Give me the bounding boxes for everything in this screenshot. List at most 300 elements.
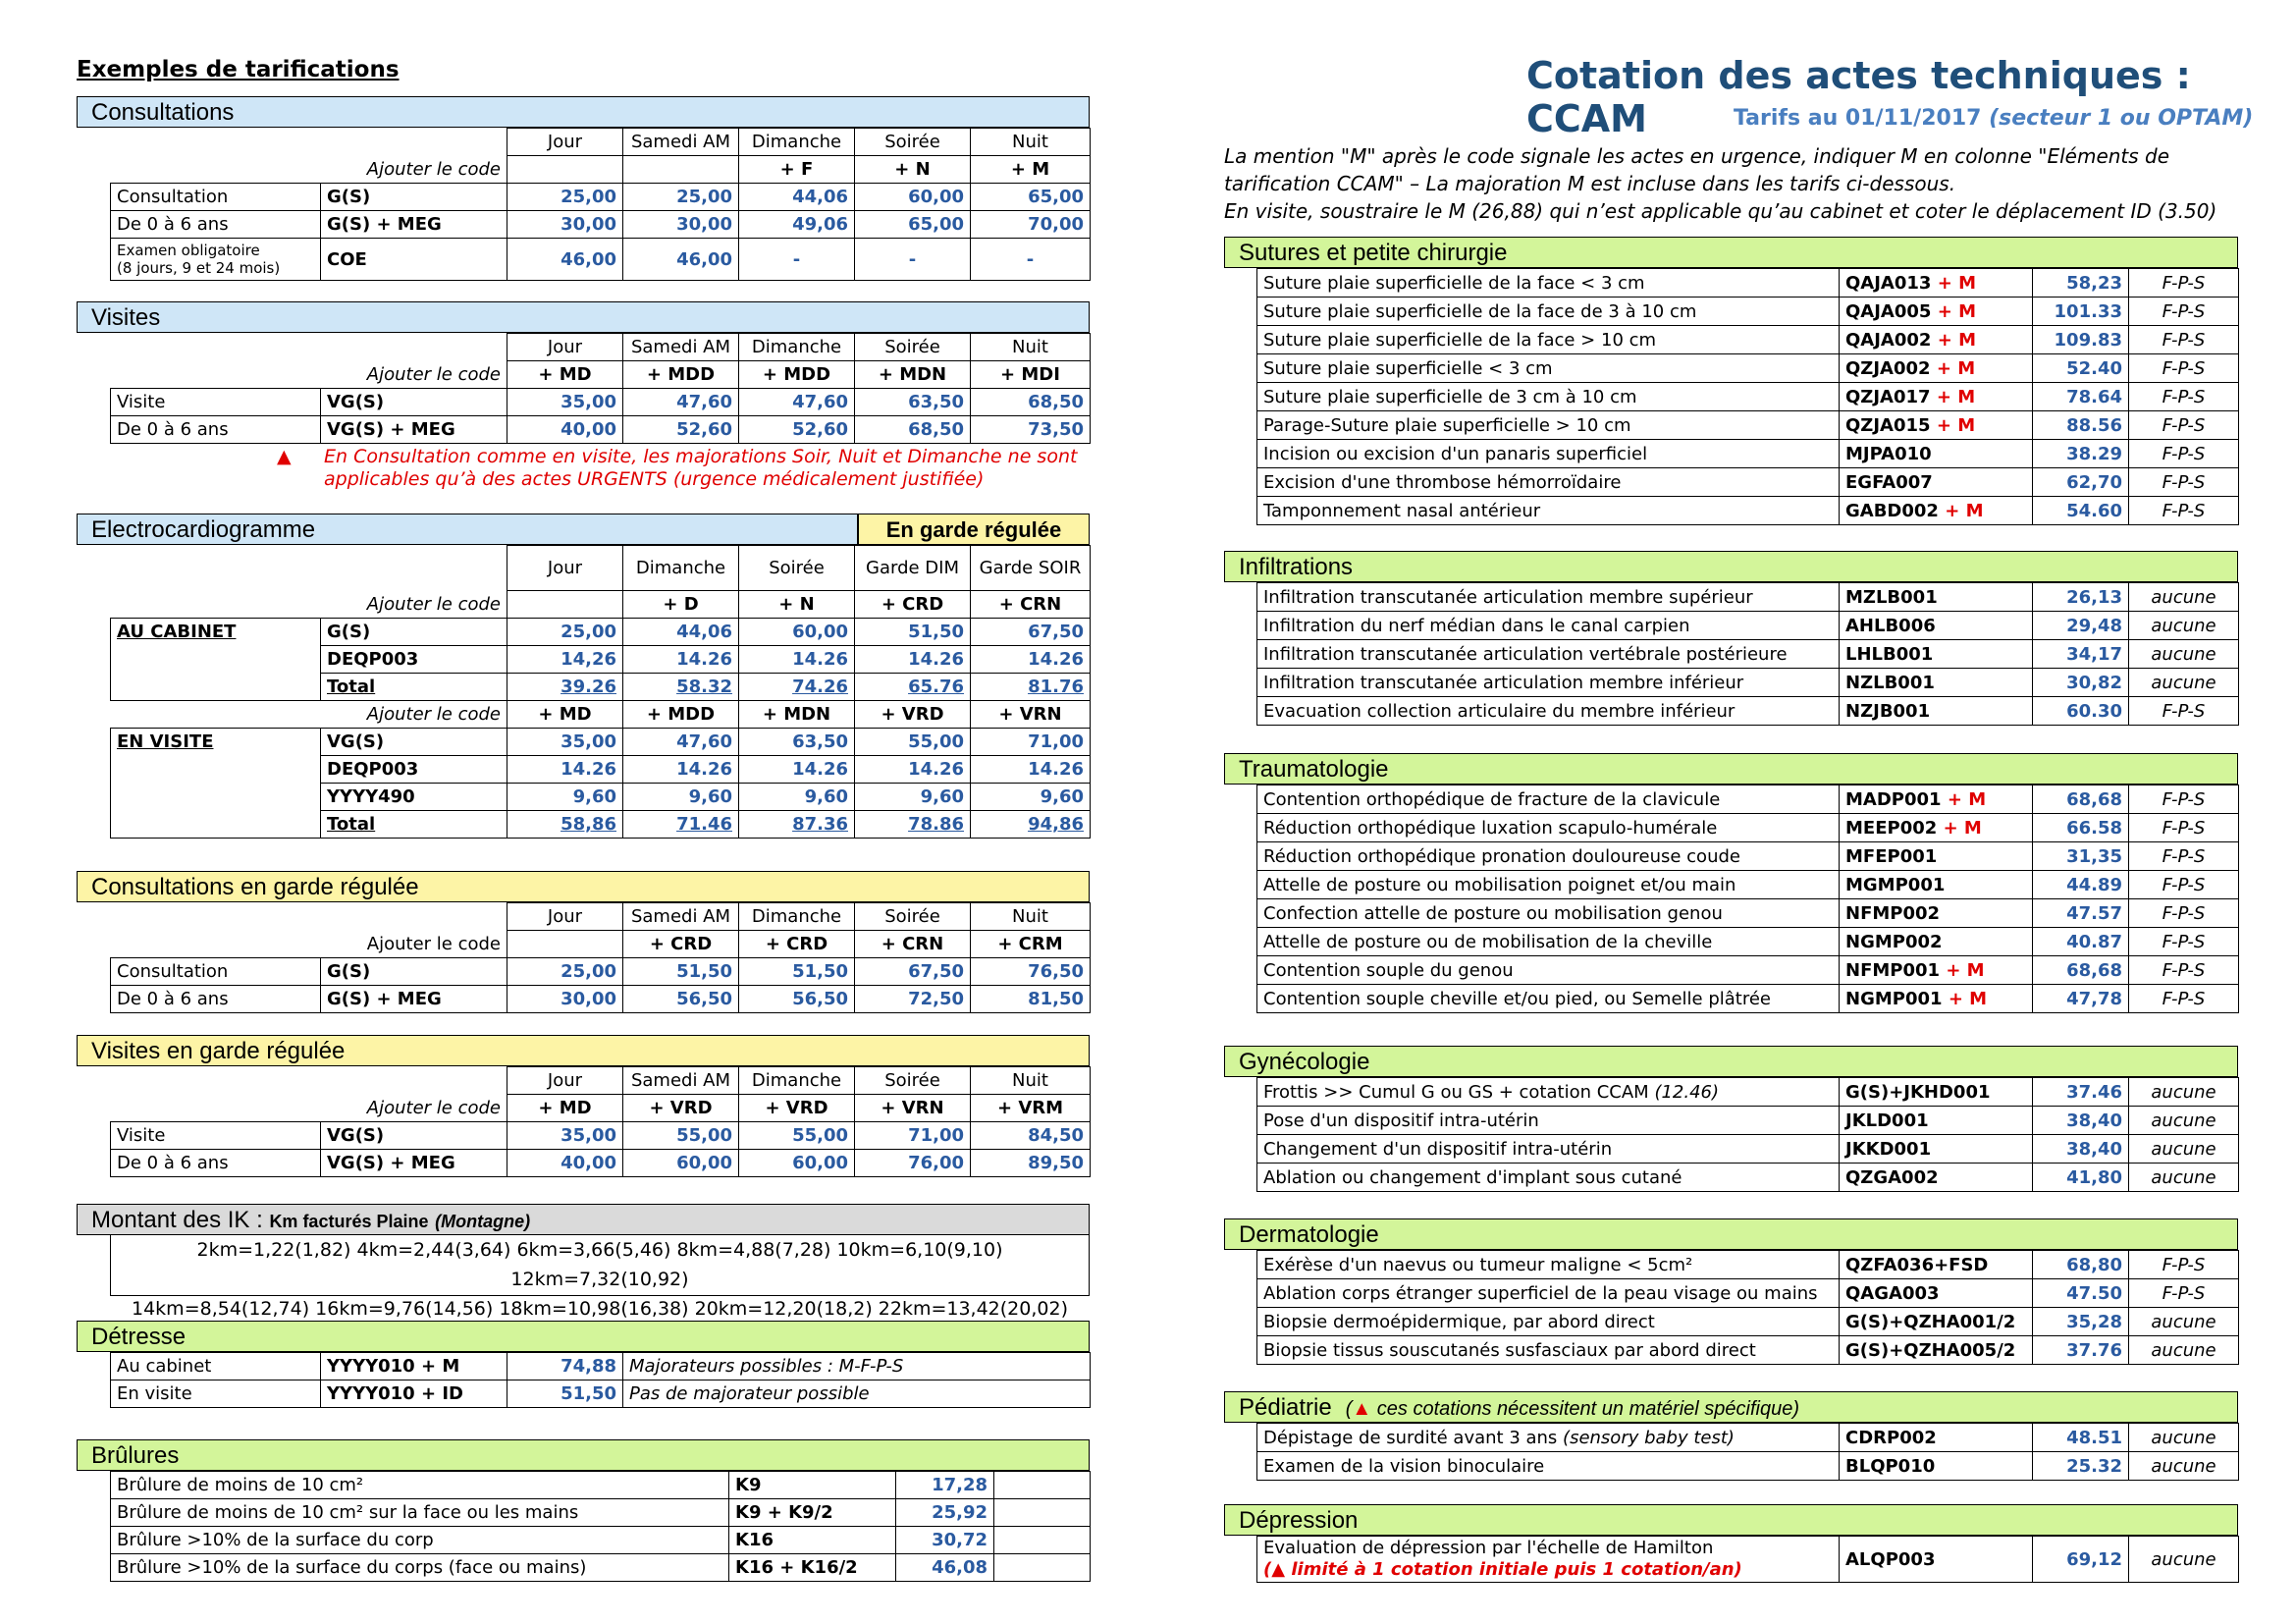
note-line: applicables qu’à des actes URGENTS (urgence médicalement justifiée)	[324, 468, 985, 490]
table-row	[111, 1122, 1091, 1150]
tarif: 71,00	[971, 729, 1091, 756]
row-code: YYYY010 + M	[321, 1353, 507, 1380]
tarif: 60,00	[739, 619, 855, 646]
vis-garde-table	[110, 1066, 1091, 1177]
row-label: Incision ou excision d'un panaris superficiel	[1263, 443, 1648, 464]
row-label: Dépistage de surdité avant 3 ans	[1263, 1427, 1558, 1448]
section-title: Dépression	[1239, 1507, 1359, 1534]
tarif: 30,00	[507, 986, 623, 1013]
ccam-code: NFMP001	[1845, 959, 1941, 981]
row-warning: limité à 1 cotation initiale puis 1 cotation/an)	[1291, 1559, 1742, 1580]
col-header: Jour	[507, 1067, 623, 1095]
ccam-code: GABD002	[1845, 500, 1939, 521]
table-row	[1257, 298, 2239, 326]
tarif: -	[855, 239, 971, 281]
ik-subtitle: Km facturés Plaine	[269, 1212, 429, 1231]
section-title: Dermatologie	[1239, 1221, 1379, 1248]
tarif: 35,28	[2033, 1308, 2129, 1336]
row-label-note: (sensory baby test)	[1563, 1427, 1735, 1448]
add-code: + N	[855, 156, 971, 184]
majorations: aucune	[2129, 1308, 2239, 1336]
table-row	[111, 239, 1091, 281]
col-header: Dimanche	[739, 334, 855, 361]
table-row	[1257, 1078, 2239, 1107]
tarif: 60,00	[855, 184, 971, 211]
section-cons-garde	[77, 871, 1090, 902]
majorations: F-P-S	[2129, 985, 2239, 1013]
table-row	[111, 416, 1091, 444]
add-code: + MDD	[623, 361, 739, 389]
ccam-code: QZGA002	[1845, 1166, 1939, 1188]
table-row	[1257, 985, 2239, 1013]
tarif: 35,00	[507, 1122, 623, 1150]
col-header: Dimanche	[623, 546, 739, 591]
majorations: F-P-S	[2129, 1279, 2239, 1308]
row-code: K16	[729, 1527, 896, 1554]
row-code: DEQP003	[321, 756, 507, 784]
ik-line: 14km=8,54(12,74) 16km=9,76(14,56) 18km=10,98(16,38) 20km=12,20(18,2) 22km=13,42(20,02)	[132, 1298, 1068, 1320]
tarif: 44.89	[2033, 871, 2129, 899]
row-label-note: (12.46)	[1654, 1081, 1720, 1103]
tarif: 35,00	[507, 729, 623, 756]
tarif: 71.46	[623, 811, 739, 839]
tarif: 58,86	[507, 811, 623, 839]
table-row	[1257, 497, 2239, 525]
add-code: + CRN	[855, 931, 971, 958]
row-label: De 0 à 6 ans	[111, 1150, 321, 1177]
ccam-code: NFMP002	[1845, 902, 1941, 924]
row-code: G(S)	[321, 619, 507, 646]
majorations: aucune	[2129, 1107, 2239, 1135]
urgence-majoration: + M	[1948, 988, 1988, 1009]
add-code	[507, 931, 623, 958]
col-header: Soirée	[855, 903, 971, 931]
tarif: 34,17	[2033, 640, 2129, 669]
row-code: K9 + K9/2	[729, 1499, 896, 1527]
row-note: Pas de majorateur possible	[623, 1380, 1091, 1408]
tarif: 39.26	[507, 674, 623, 701]
urgence-majoration: + M	[1937, 329, 1976, 351]
sutures-table	[1256, 268, 2239, 525]
table-row	[1257, 1135, 2239, 1164]
visites-note	[277, 446, 1077, 491]
add-code: + CRD	[739, 931, 855, 958]
table-row	[111, 986, 1091, 1013]
tarif: 30,72	[896, 1527, 994, 1554]
add-code	[507, 156, 623, 184]
brulures-table	[110, 1471, 1091, 1582]
row-label: Suture plaie superficielle de la face < 3 cm	[1263, 272, 1645, 294]
table-row	[1257, 326, 2239, 354]
table-row	[1257, 1107, 2239, 1135]
row-label: Suture plaie superficielle de la face > 10 cm	[1263, 329, 1657, 351]
table-row	[1257, 928, 2239, 956]
row-code: ALQP003	[1840, 1537, 2033, 1583]
add-code: + VRD	[855, 701, 971, 729]
row-label: Brûlure de moins de 10 cm² sur la face ou les mains	[111, 1499, 729, 1527]
row-label: Exérèse d'un naevus ou tumeur maligne < 5cm²	[1263, 1254, 1693, 1275]
ccam-code: NZLB001	[1845, 672, 1935, 693]
tarif: 47.50	[2033, 1279, 2129, 1308]
tarif: -	[739, 239, 855, 281]
tarif: 30,00	[623, 211, 739, 239]
ccam-code: G(S)+QZHA005/2	[1845, 1339, 2016, 1361]
tarif: 81,50	[971, 986, 1091, 1013]
add-code: + CRM	[971, 931, 1091, 958]
tarif: 51,50	[507, 1380, 623, 1408]
section-warning-wrap: (▲ ces cotations nécessitent un matériel spécifique)	[1345, 1398, 1799, 1420]
row-label: Ablation ou changement d'implant sous cutané	[1263, 1166, 1682, 1188]
tarif: 14.26	[623, 756, 739, 784]
add-code-label: Ajouter le code	[111, 1095, 507, 1122]
tarif: 70,00	[971, 211, 1091, 239]
tarif: 49,06	[739, 211, 855, 239]
row-label: Infiltration du nerf médian dans le canal carpien	[1263, 615, 1690, 636]
row-label: Suture plaie superficielle de la face de 3 à 10 cm	[1263, 300, 1697, 322]
ccam-code: JKKD001	[1845, 1138, 1932, 1160]
ccam-code: NZJB001	[1845, 700, 1931, 722]
add-code: + N	[739, 591, 855, 619]
tarif: 84,50	[971, 1122, 1091, 1150]
section-title: Montant des IK :	[91, 1207, 263, 1233]
tarif: 76,00	[855, 1150, 971, 1177]
tarif: 25,00	[623, 184, 739, 211]
ccam-code: MZLB001	[1845, 586, 1938, 608]
tarif: 29,48	[2033, 612, 2129, 640]
tarif: 66.58	[2033, 814, 2129, 842]
add-code-label: Ajouter le code	[111, 591, 507, 619]
ccam-code: MFEP001	[1845, 845, 1938, 867]
ccam-code: NGMP002	[1845, 931, 1943, 952]
col-header: Samedi AM	[623, 903, 739, 931]
tarif: 46,00	[507, 239, 623, 281]
urgence-majoration: + M	[1937, 272, 1976, 294]
tarif: 31,35	[2033, 842, 2129, 871]
tarif: 52,60	[739, 416, 855, 444]
tarif: 25,00	[507, 958, 623, 986]
row-code: YYYY010 + ID	[321, 1380, 507, 1408]
table-row	[1257, 697, 2239, 726]
majorations: F-P-S	[2129, 899, 2239, 928]
urgence-majoration: + M	[1936, 414, 1976, 436]
section-title: Gynécologie	[1239, 1049, 1370, 1075]
tarif: 25,00	[507, 619, 623, 646]
majorations: F-P-S	[2129, 842, 2239, 871]
intro-line: tarification CCAM" – La majoration M est incluse dans les tarifs ci-dessous.	[1224, 172, 1956, 195]
majorations: F-P-S	[2129, 1251, 2239, 1279]
tarif: 14.26	[739, 756, 855, 784]
table-row	[1257, 842, 2239, 871]
add-code: + MD	[507, 701, 623, 729]
majorations: F-P-S	[2129, 440, 2239, 468]
tarif: 14.26	[971, 646, 1091, 674]
tarif: 72,50	[855, 986, 971, 1013]
tarif: 52,60	[623, 416, 739, 444]
tarif: 9,60	[507, 784, 623, 811]
add-code: + VRN	[855, 1095, 971, 1122]
table-row	[1257, 899, 2239, 928]
table-row	[1257, 440, 2239, 468]
row-code: K16 + K16/2	[729, 1554, 896, 1582]
majorations: aucune	[2129, 1078, 2239, 1107]
tarif: 67,50	[971, 619, 1091, 646]
tarif: 35,00	[507, 389, 623, 416]
ccam-code: QZJA002	[1845, 357, 1931, 379]
row-label: De 0 à 6 ans	[111, 211, 321, 239]
ccam-code: QAJA002	[1845, 329, 1932, 351]
row-group-label: AU CABINET	[111, 619, 321, 701]
urgence-majoration: + M	[1946, 959, 1985, 981]
tarif: 62,70	[2033, 468, 2129, 497]
tarif: 74,88	[507, 1353, 623, 1380]
add-code-label: Ajouter le code	[111, 701, 507, 729]
row-label: Brûlure >10% de la surface du corp	[111, 1527, 729, 1554]
tarif: 55,00	[855, 729, 971, 756]
section-visites	[77, 301, 1090, 333]
row-label: De 0 à 6 ans	[111, 416, 321, 444]
tarif: 46,00	[623, 239, 739, 281]
row-code: YYYY490	[321, 784, 507, 811]
col-header: Garde DIM	[855, 546, 971, 591]
tarif: 14.26	[855, 756, 971, 784]
row-label: Au cabinet	[111, 1353, 321, 1380]
row-code: VG(S)	[321, 389, 507, 416]
row-group-label: EN VISITE	[111, 729, 321, 839]
add-code	[507, 591, 623, 619]
table-row	[111, 184, 1091, 211]
tarif: 81.76	[971, 674, 1091, 701]
col-header: Samedi AM	[623, 129, 739, 156]
row-code: COE	[321, 239, 507, 281]
table-row: Evaluation de dépression par l'échelle de Hamilton (▲ limité à 1 cotation initiale puis 1 cotation/an) ALQP003 69,12 aucune	[1257, 1537, 2239, 1583]
ccam-code: MGMP001	[1845, 874, 1946, 895]
tarif: 60,00	[739, 1150, 855, 1177]
tarif: 48.51	[2033, 1424, 2129, 1452]
ecg-table	[110, 545, 1091, 839]
col-header: Nuit	[971, 903, 1091, 931]
ccam-code: LHLB001	[1845, 643, 1934, 665]
tarif: 68,68	[2033, 785, 2129, 814]
tarif: 47.57	[2033, 899, 2129, 928]
tarif: 58.32	[623, 674, 739, 701]
section-title: Traumatologie	[1239, 756, 1389, 783]
tarif: 44,06	[623, 619, 739, 646]
table-row	[1257, 871, 2239, 899]
row-label: Consultation	[111, 958, 321, 986]
section-title: Electrocardiogramme	[91, 516, 316, 543]
section-title: Sutures et petite chirurgie	[1239, 240, 1508, 266]
row-label: Changement d'un dispositif intra-utérin	[1263, 1138, 1613, 1160]
row-label: Consultation	[111, 184, 321, 211]
ccam-code: CDRP002	[1845, 1427, 1937, 1448]
detresse-table	[110, 1352, 1091, 1408]
section-title: En garde régulée	[885, 517, 1062, 542]
section-title: Visites	[91, 304, 161, 331]
row-label: Evacuation collection articulaire du membre inférieur	[1263, 700, 1735, 722]
ccam-code: QAGA003	[1845, 1282, 1940, 1304]
section-title: Consultations	[91, 99, 235, 126]
col-header: Garde SOIR	[971, 546, 1091, 591]
row-code: G(S) + MEG	[321, 986, 507, 1013]
tarif: 56,50	[623, 986, 739, 1013]
table-row	[111, 729, 1091, 756]
ccam-code: QAJA013	[1845, 272, 1932, 294]
subtitle	[1734, 106, 2253, 131]
col-header: Nuit	[971, 1067, 1091, 1095]
add-code: + CRN	[971, 591, 1091, 619]
row-code: VG(S)	[321, 729, 507, 756]
tarif: 78.86	[855, 811, 971, 839]
majorations: F-P-S	[2129, 326, 2239, 354]
tarif: 65,00	[855, 211, 971, 239]
section-title: Infiltrations	[1239, 554, 1354, 580]
urgence-majoration: + M	[1943, 817, 1982, 839]
ik-subtitle-note: (Montagne)	[435, 1212, 531, 1231]
tarif: 73,50	[971, 416, 1091, 444]
tarif: 55,00	[739, 1122, 855, 1150]
tarif: 78.64	[2033, 383, 2129, 411]
tarif: 54.60	[2033, 497, 2129, 525]
tarif: 25,92	[896, 1499, 994, 1527]
tarif: 65.76	[855, 674, 971, 701]
tarif: 74.26	[739, 674, 855, 701]
row-code: VG(S) + MEG	[321, 1150, 507, 1177]
section-gynecologie	[1224, 1046, 2238, 1077]
warning-triangle-icon: ▲	[1352, 1398, 1372, 1420]
ik-box	[110, 1235, 1090, 1320]
section-pediatrie	[1224, 1391, 2238, 1423]
consultations-table	[110, 128, 1091, 281]
gynecologie-table	[1256, 1077, 2239, 1192]
add-code: + MDI	[971, 361, 1091, 389]
tarif: 9,60	[971, 784, 1091, 811]
intro-line: En visite, soustraire le M (26,88) qui n’est applicable qu’au cabinet et coter le déplacement ID (3.50)	[1224, 199, 2217, 223]
col-header: Soirée	[855, 334, 971, 361]
section-title: Visites en garde régulée	[91, 1038, 346, 1064]
majorations: aucune	[2129, 669, 2239, 697]
row-code: Total	[321, 674, 507, 701]
table-row	[1257, 1452, 2239, 1481]
add-code: + MD	[507, 1095, 623, 1122]
row-label: Confection attelle de posture ou mobilisation genou	[1263, 902, 1723, 924]
col-header: Jour	[507, 129, 623, 156]
tarif: 46,08	[896, 1554, 994, 1582]
tarif: 41,80	[2033, 1164, 2129, 1192]
row-label: Examen obligatoire	[117, 242, 260, 259]
table-row	[111, 958, 1091, 986]
visites-table	[110, 333, 1091, 444]
row-label: Contention souple du genou	[1263, 959, 1514, 981]
section-sutures	[1224, 237, 2238, 268]
table-row	[111, 1150, 1091, 1177]
col-header: Samedi AM	[623, 1067, 739, 1095]
warning-triangle-icon: ▲	[277, 446, 292, 467]
row-label: Biopsie tissus souscutanés susfasciaux par abord direct	[1263, 1339, 1756, 1361]
section-title: Pédiatrie	[1239, 1394, 1332, 1421]
tarif: 60,00	[623, 1150, 739, 1177]
row-label: Contention orthopédique de fracture de la clavicule	[1263, 788, 1721, 810]
majorations: F-P-S	[2129, 928, 2239, 956]
tarif: 40,00	[507, 1150, 623, 1177]
tarif: 9,60	[855, 784, 971, 811]
tarif: 40,00	[507, 416, 623, 444]
ccam-code: QZJA015	[1845, 414, 1931, 436]
add-code: + VRN	[971, 701, 1091, 729]
tarif: 14,26	[507, 646, 623, 674]
add-code: + MD	[507, 361, 623, 389]
tarif: 51,50	[739, 958, 855, 986]
add-code-label: Ajouter le code	[111, 156, 507, 184]
majorations: aucune	[2129, 1452, 2239, 1481]
tarif: 76,50	[971, 958, 1091, 986]
tarif: 44,06	[739, 184, 855, 211]
row-label: Brûlure >10% de la surface du corps (face ou mains)	[111, 1554, 729, 1582]
tarif: 47,78	[2033, 985, 2129, 1013]
ccam-code: MEEP002	[1845, 817, 1938, 839]
infiltrations-table	[1256, 582, 2239, 726]
table-row	[111, 1380, 1091, 1408]
tarif: 71,00	[855, 1122, 971, 1150]
tarif: 47,60	[623, 389, 739, 416]
majorations: F-P-S	[2129, 468, 2239, 497]
tarif: 38,40	[2033, 1107, 2129, 1135]
add-code: + CRD	[855, 591, 971, 619]
row-label: Contention souple cheville et/ou pied, ou Semelle plâtrée	[1263, 988, 1772, 1009]
row-label: En visite	[111, 1380, 321, 1408]
section-ik	[77, 1204, 1090, 1235]
tarif: 51,50	[623, 958, 739, 986]
section-title: Détresse	[91, 1324, 187, 1350]
majorations: aucune	[2129, 1135, 2239, 1164]
row-label: Examen de la vision binoculaire	[1263, 1455, 1545, 1477]
tarif: 68,50	[855, 416, 971, 444]
col-header: Soirée	[855, 129, 971, 156]
row-label: Suture plaie superficielle < 3 cm	[1263, 357, 1553, 379]
tarif: 89,50	[971, 1150, 1091, 1177]
ccam-code: QZFA036+FSD	[1845, 1254, 1989, 1275]
col-header: Nuit	[971, 129, 1091, 156]
depression-table	[1256, 1536, 2239, 1583]
table-row	[1257, 411, 2239, 440]
row-note: Majorateurs possibles : M-F-P-S	[623, 1353, 1091, 1380]
urgence-majoration: + M	[1936, 357, 1976, 379]
table-row	[1257, 669, 2239, 697]
row-code: K9	[729, 1472, 896, 1499]
section-ecg-garde	[858, 514, 1090, 545]
pediatrie-table	[1256, 1423, 2239, 1481]
tarif: 38,40	[2033, 1135, 2129, 1164]
table-row	[111, 389, 1091, 416]
section-depression	[1224, 1504, 2238, 1536]
tarif: 25,00	[507, 184, 623, 211]
tarif: 47,60	[623, 729, 739, 756]
tarif: 69,12	[2033, 1537, 2129, 1583]
majorations: F-P-S	[2129, 383, 2239, 411]
row-label: Infiltration transcutanée articulation membre inférieur	[1263, 672, 1744, 693]
majorations: aucune	[2129, 1537, 2239, 1583]
ik-line: 2km=1,22(1,82) 4km=2,44(3,64) 6km=3,66(5,46) 8km=4,88(7,28) 10km=6,10(9,10) 12km=7,32(10,92)	[196, 1239, 1003, 1290]
note-line: En Consultation comme en visite, les majorations Soir, Nuit et Dimanche ne sont	[324, 446, 1078, 467]
add-code: + VRD	[623, 1095, 739, 1122]
tarif: 51,50	[855, 619, 971, 646]
row-label: Frottis >> Cumul G ou GS + cotation CCAM	[1263, 1081, 1649, 1103]
table-row	[1257, 583, 2239, 612]
table-row	[111, 1353, 1091, 1380]
tarif: 68,80	[2033, 1251, 2129, 1279]
tarif: 9,60	[623, 784, 739, 811]
section-title: Brûlures	[91, 1442, 180, 1469]
majorations: aucune	[2129, 1164, 2239, 1192]
